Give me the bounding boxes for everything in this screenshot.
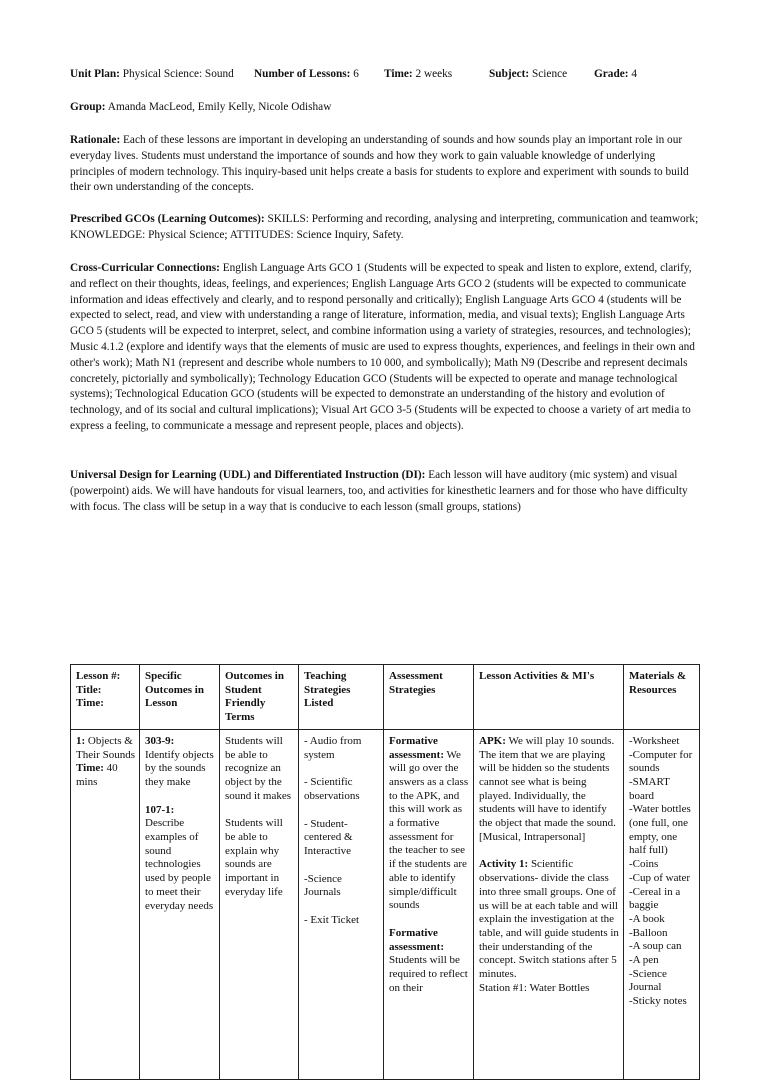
friendly-terms-cell: Students will be able to recognize an object by the sound it makes Students will be able to explain why sounds are important in everyday life [220,729,299,1079]
header-specific-outcomes: Specific Outcomes in Lesson [140,665,220,730]
material-item: -A pen [629,954,659,967]
strategy-item: - Exit Ticket [304,914,360,927]
assessment-cell: Formative assessment: We will go over the answers as a class to the APK, and this will work as a formative assessment for the teacher to see if the students are able to identify simple/difficult sounds Formative assessment: Students will be required to reflect on their [384,729,474,1079]
number-of-lessons: Number of Lessons: 6 [254,68,359,80]
material-item: -SMART board [629,775,670,802]
material-item: -A soup can [629,940,682,953]
material-item: -Science Journal [629,967,667,994]
material-item: -Worksheet [629,734,680,747]
specific-outcomes-cell [140,729,220,1079]
material-item: -A book [629,912,665,925]
material-item: -Cup of water [629,871,691,884]
teaching-strategies-cell [299,729,384,1079]
lesson-cell: 1: Objects & Their Sounds Time: 40 mins [71,729,140,1079]
header-activities: Lesson Activities & MI's [474,665,624,730]
udl-di: Universal Design for Learning (UDL) and Differentiated Instruction (DI): Each lesson will have auditory (mic system) and visual (powerpoint) aids. We will have handouts for visual learners, too, and activities for kinesthetic learners and for those who have difficulty with focus. The class will be setup in a way that is conducive to each lesson (small groups, stations) [70,469,688,513]
strategy-item: - Student-centered & Interactive [304,817,353,858]
table-header-row [71,665,700,730]
material-item: -Balloon [629,926,668,939]
outcome-303-9: 303-9: Identify objects by the sounds they make [145,734,214,788]
outcome-107-1: 107-1: Describe examples of sound technologies used by people to meet their everyday needs [145,803,214,912]
header-materials: Materials & Resources [624,665,700,730]
material-item: -Coins [629,858,659,871]
material-item: -Water bottles (one full, one empty, one half full) [629,803,691,857]
lesson-plan-table [70,664,700,1080]
header-friendly-terms: Outcomes in Student Friendly Terms [220,665,299,730]
subject: Subject: Science [489,68,568,80]
strategy-item: - Scientific observations [304,776,360,802]
strategy-item: -Science Journals [304,872,342,899]
material-item: -Sticky notes [629,995,687,1008]
time: Time: 2 weeks [384,68,453,80]
table-row [71,729,700,1079]
unit-plan: Unit Plan: Physical Science: Sound [70,68,234,80]
material-item: -Computer for sounds [629,748,693,775]
activities-cell: APK: We will play 10 sounds. The item that we are playing will be hidden so the students cannot see what is being played. Individually, the students will have to identify the object that made the sound. [Musical, Intrapersonal] Activity 1: Scientific observations- divide the class into three small groups. One of us will be at each table and will explain the investigation at the table, and will guide students in their understanding of the concept. Switch stations after 5 minutes. Station #1: Water Bottles [474,729,624,1079]
strategy-item: - Audio from system [304,734,362,761]
prescribed-gcos: Prescribed GCOs (Learning Outcomes): SKILLS: Performing and recording, analysing and interpreting, communication and teamwork; KNOWLEDGE: Physical Science; ATTITUDES: Science Inquiry, Safety. [70,213,699,241]
header-lesson: Lesson #: Title: Time: [71,665,140,730]
group-line: Group: Amanda MacLeod, Emily Kelly, Nicole Odishaw [70,101,332,113]
cross-curricular: Cross-Curricular Connections: English Language Arts GCO 1 (Students will be expected to speak and listen to explore, extend, clarify, and reflect on their thoughts, ideas, feelings, and experiences; English Language Arts GCO 2 (students will be expected to communicate information and ideas effectively and clearly, and to respond personally and critically); English Language Arts GCO 4 (students will be expected to select, read, and view with understanding a range of literature, information, media, and visual texts); English Language Arts GCO 5 (students will be expected to interpret, select, and combine information using a variety of strategies, resources, and technologies); Music 4.1.2 (explore and identify ways that the elements of music are used to express thoughts, experiences, and feelings in their own and other's work); Math N1 (represent and describe whole numbers to 10 000, and symbolically); Math N9 (Describe and represent decimals concretely, pictorially and symbolically); Technology Education GCO (Students will be expected to operate and manage technological systems); Technological Education GCO (students will be expected to demonstrate an understanding of the history and evolution of technology, and of its social and cultural implications); Visual Art GCO 3-5 (Students will be expected to choose a variety of art media to express a feeling, to communicate a message and represent people, places and objects). [70,262,695,432]
header-assessment: Assessment Strategies [384,665,474,730]
header-teaching-strategies: Teaching Strategies Listed [299,665,384,730]
unit-header [70,68,710,84]
grade: Grade: 4 [594,68,637,80]
rationale: Rationale: Each of these lessons are important in developing an understanding of sounds and how sounds play an important role in our everyday lives. Students must understand the importance of sounds and how they work to gain valuable knowledge of underlying principles of modern technology. This inquiry-based unit helps create a basis for students to explore and experiment with sounds to build their own understanding of the concepts. [70,134,689,194]
materials-cell [624,729,700,1079]
material-item: -Cereal in a baggie [629,885,681,912]
